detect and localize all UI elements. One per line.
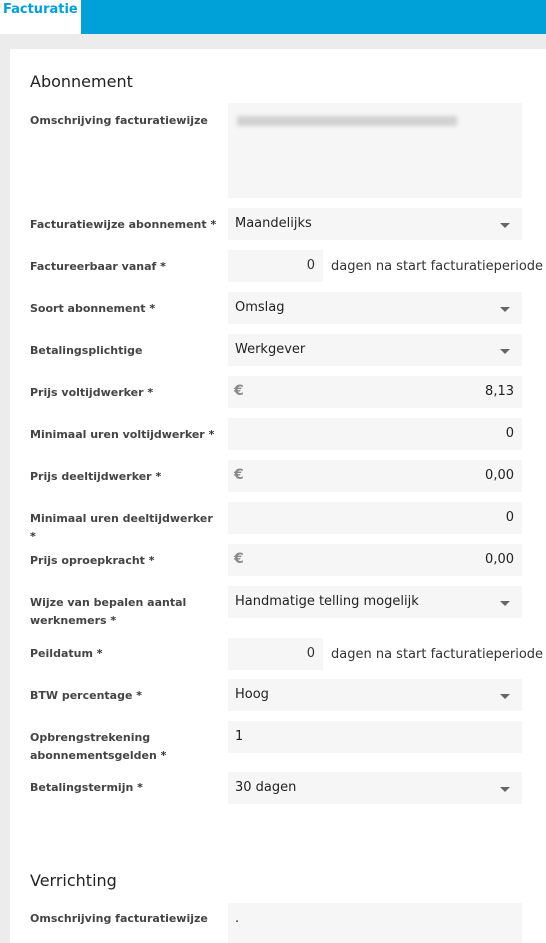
min-deeltijd-input[interactable]: 0 <box>228 502 522 534</box>
chevron-down-icon <box>500 787 510 792</box>
chevron-down-icon <box>500 601 510 606</box>
betalingsplichtige-select[interactable]: Werkgever <box>228 334 522 366</box>
chevron-down-icon <box>500 223 510 228</box>
label-btw: BTW percentage * <box>30 689 143 702</box>
euro-icon: € <box>234 551 244 567</box>
prijs-voltijd-input[interactable]: € 8,13 <box>228 376 522 408</box>
label-opbrengst: Opbrengstrekening abonnementsgelden * <box>30 731 167 762</box>
label-min-voltijd: Minimaal uren voltijdwerker * <box>30 428 215 441</box>
label-omschrijving: Omschrijving facturatiewijze <box>30 114 208 127</box>
prijs-deeltijd-input[interactable]: € 0,00 <box>228 460 522 492</box>
omschrijving-textarea[interactable] <box>228 103 522 198</box>
prijs-oproep-input[interactable]: € 0,00 <box>228 544 522 576</box>
label-prijs-deeltijd: Prijs deeltijdwerker * <box>30 470 162 483</box>
opbrengst-input[interactable]: 1 <box>228 721 522 753</box>
euro-icon: € <box>234 383 244 399</box>
blurred-text <box>237 116 457 126</box>
section-title-verrichting: Verrichting <box>30 871 117 890</box>
chevron-down-icon <box>500 307 510 312</box>
soort-select[interactable]: Omslag <box>228 292 522 324</box>
label-betalingstermijn: Betalingstermijn * <box>30 781 143 794</box>
euro-icon: € <box>234 467 244 483</box>
betalingstermijn-select[interactable]: 30 dagen <box>228 772 522 804</box>
label-factureerbaar: Factureerbaar vanaf * <box>30 260 166 273</box>
label-facturatiewijze: Facturatiewijze abonnement * <box>30 218 217 231</box>
chevron-down-icon <box>500 349 510 354</box>
label-prijs-oproep: Prijs oproepkracht * <box>30 554 155 567</box>
btw-select[interactable]: Hoog <box>228 679 522 711</box>
min-voltijd-input[interactable]: 0 <box>228 418 522 450</box>
section-title-abonnement: Abonnement <box>30 72 133 91</box>
top-bar <box>0 0 546 34</box>
verrichting-omschrijving-textarea[interactable]: . <box>228 903 522 943</box>
wijze-bepalen-select[interactable]: Handmatige telling mogelijk <box>228 586 522 618</box>
facturatiewijze-value: Maandelijks <box>235 216 312 231</box>
tab-facturatie[interactable]: Facturatie <box>0 0 81 34</box>
label-verrichting-omschrijving: Omschrijving facturatiewijze <box>30 912 208 925</box>
label-soort: Soort abonnement * <box>30 302 156 315</box>
form-panel <box>10 49 546 943</box>
factureerbaar-input[interactable]: 0 <box>228 250 323 282</box>
label-betalingsplichtige: Betalingsplichtige <box>30 344 143 357</box>
label-wijze-bepalen: Wijze van bepalen aantal werknemers * <box>30 596 187 627</box>
label-min-deeltijd: Minimaal uren deeltijdwerker * <box>30 512 213 543</box>
factureerbaar-suffix: dagen na start facturatieperiode <box>331 259 544 274</box>
label-prijs-voltijd: Prijs voltijdwerker * <box>30 386 154 399</box>
chevron-down-icon <box>500 694 510 699</box>
peildatum-suffix: dagen na start facturatieperiode <box>331 647 544 662</box>
facturatiewijze-select[interactable] <box>228 208 522 240</box>
label-peildatum: Peildatum * <box>30 647 103 660</box>
peildatum-input[interactable]: 0 <box>228 638 323 670</box>
